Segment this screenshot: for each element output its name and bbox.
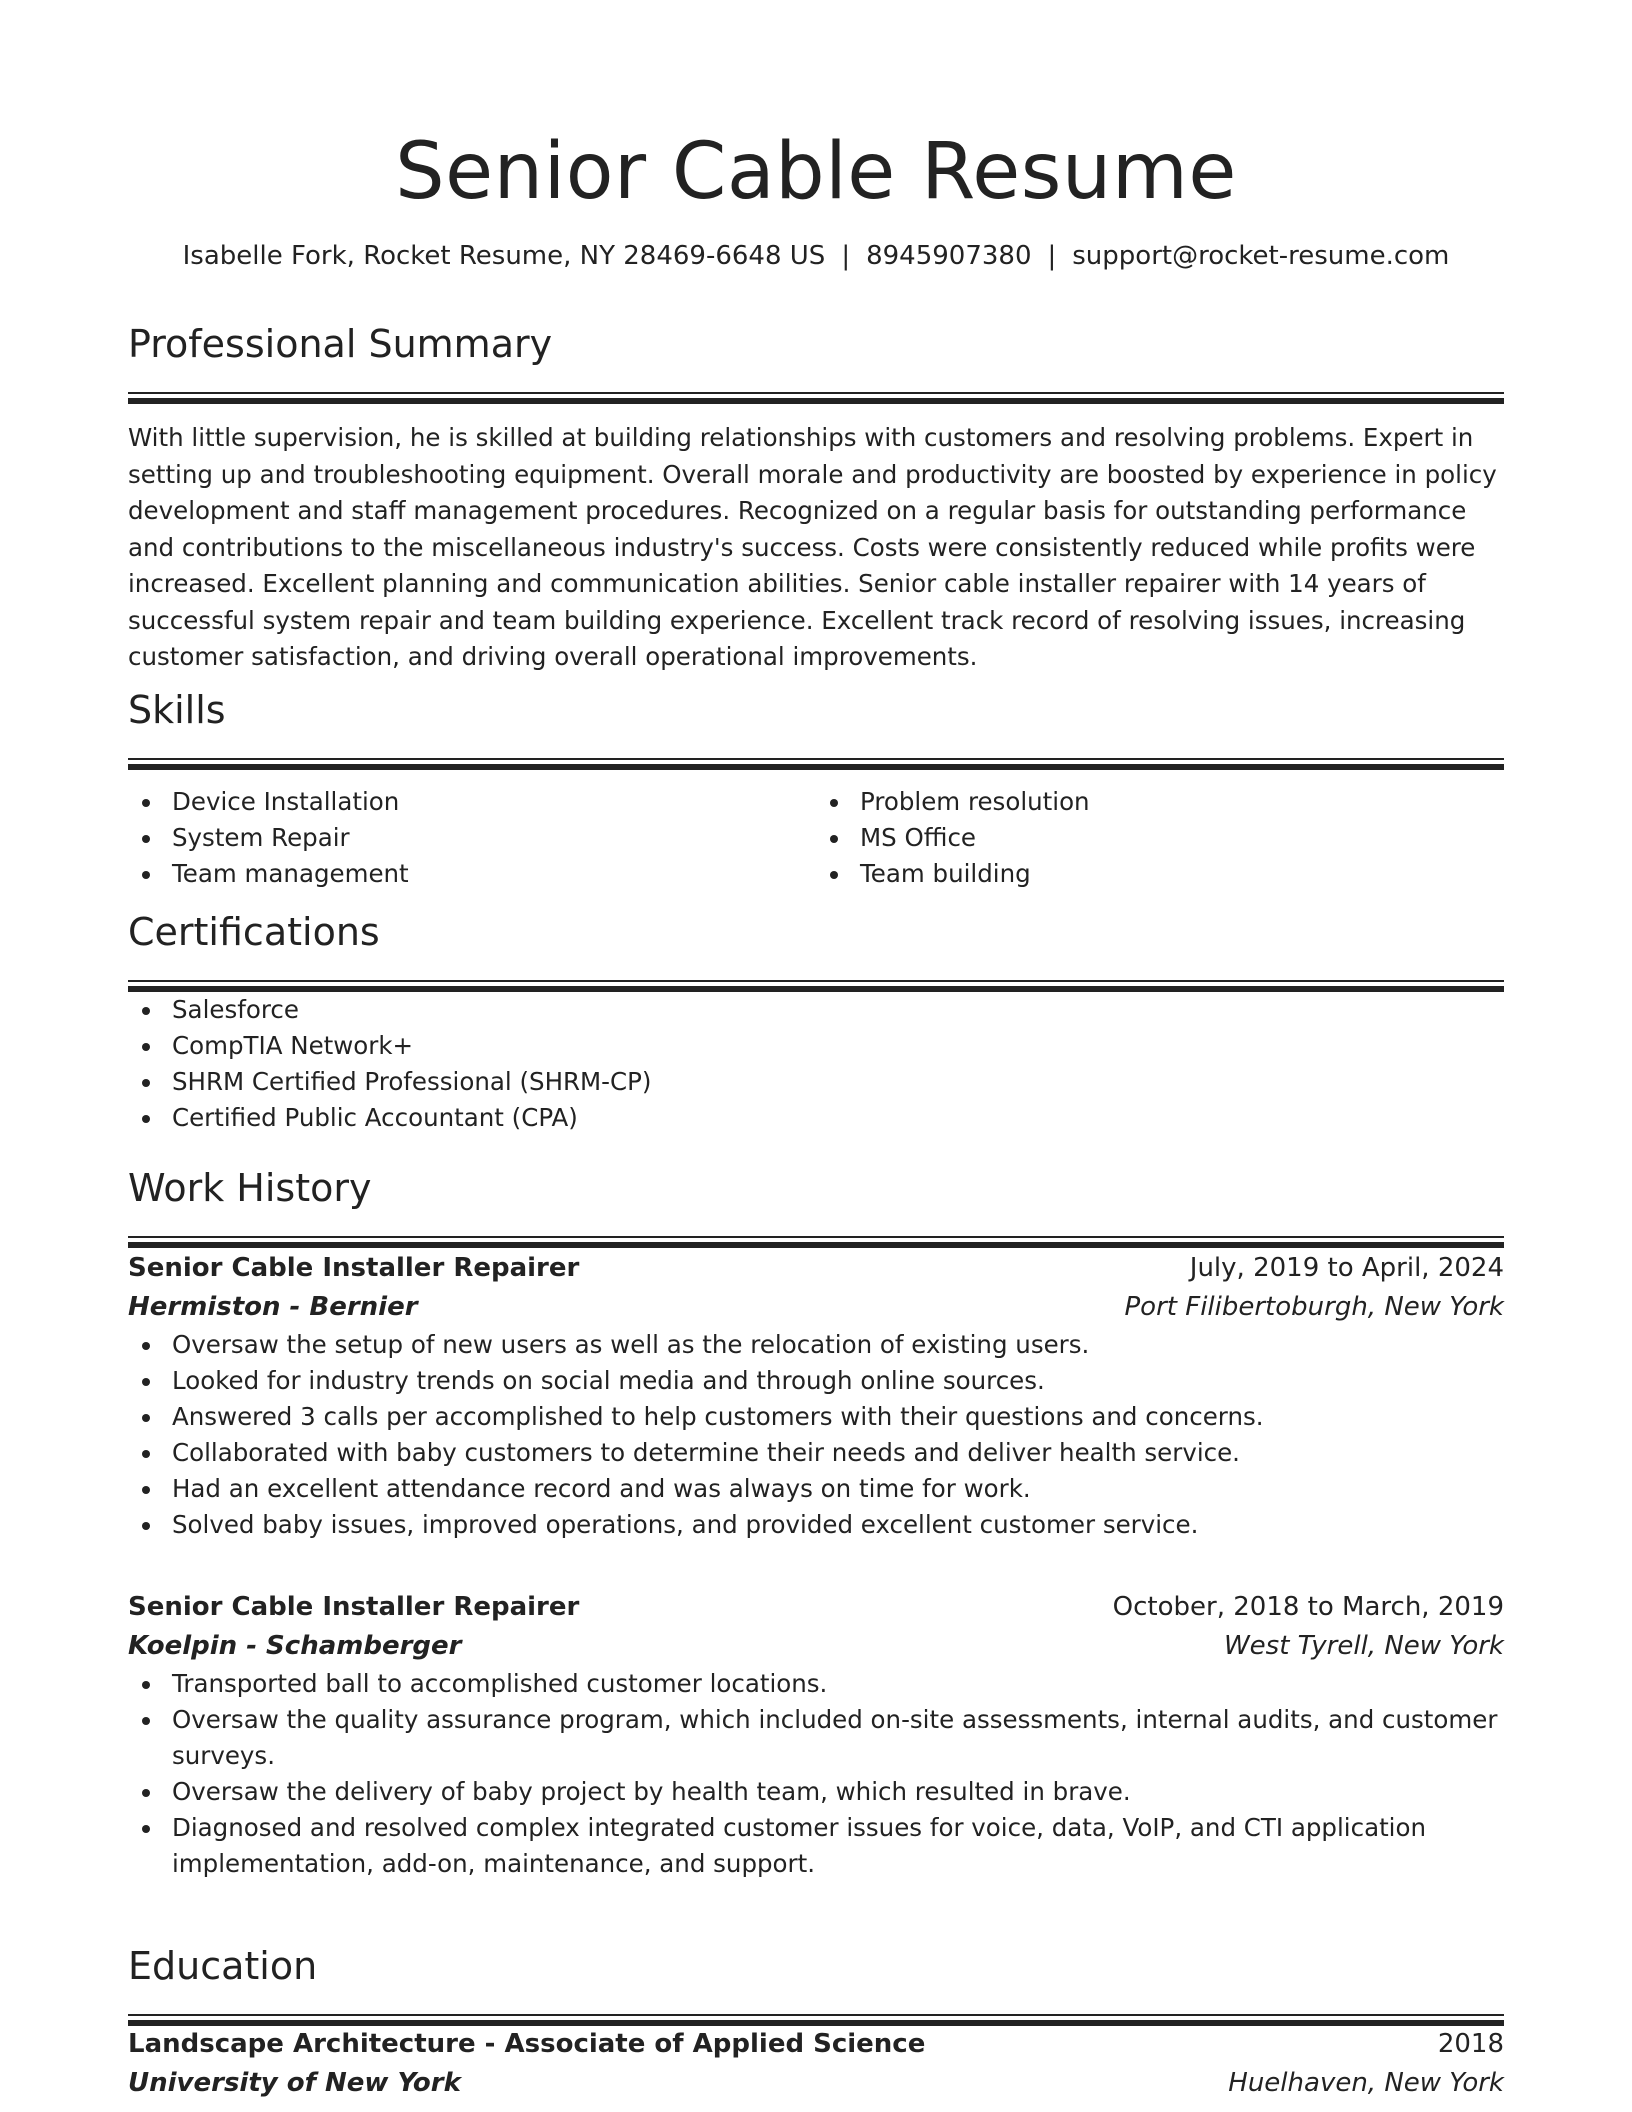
job-location: Port Filibertoburgh, New York <box>1124 1292 1504 1322</box>
skills-grid <box>128 784 1504 892</box>
education-header <box>128 2025 1504 2064</box>
job-subheader <box>128 1288 1504 1327</box>
education-year: 2018 <box>1437 2029 1504 2059</box>
education-section <box>128 1940 1504 2026</box>
summary-text: With little supervision, he is skilled at building relationships with customers and resolving problems. Expert in setting up and troubleshooting equipment. Overall morale and productivity are boosted by experience in policy development and staff management procedures. Recognized on a regular basis for outstanding performance and contributions to the miscellaneous industry's success. Costs were consistently reduced while profits were increased. Excellent planning and communication abilities. Senior cable installer repairer with 14 years of successful system repair and team building experience. Excellent track record of resolving issues, increasing customer satisfaction, and driving overall operational improvements. <box>128 423 1497 671</box>
skill-item: Team building <box>860 856 1504 892</box>
contact-separator: | <box>841 241 851 271</box>
job-header <box>128 1249 1504 1288</box>
skills-column-left <box>128 784 816 892</box>
skill-item: Device Installation <box>172 784 816 820</box>
job-duty-item: Transported ball to accomplished customer locations. <box>172 1666 1504 1702</box>
education-location: Huelhaven, New York <box>1228 2068 1504 2098</box>
contact-email: support@rocket-resume.com <box>1072 241 1450 271</box>
job-duty-item: Diagnosed and resolved complex integrated customer issues for voice, data, VoIP, and CTI application implementation, add-on, maintenance, and support. <box>172 1810 1504 1882</box>
section-heading-certifications: Certifications <box>128 910 380 954</box>
summary-section <box>128 318 1504 676</box>
job-duty-item: Solved baby issues, improved operations, and provided excellent customer service. <box>172 1507 1504 1543</box>
section-divider <box>128 980 1504 992</box>
job-dates: October, 2018 to March, 2019 <box>1112 1592 1504 1622</box>
job-company: Hermiston - Bernier <box>128 1292 418 1322</box>
skill-item: Problem resolution <box>860 784 1504 820</box>
job-dates: July, 2019 to April, 2024 <box>1189 1253 1504 1283</box>
section-divider <box>128 758 1504 770</box>
job-duty-item: Oversaw the setup of new users as well as the relocation of existing users. <box>172 1327 1504 1363</box>
certification-item: CompTIA Network+ <box>172 1028 1504 1064</box>
certification-item: SHRM Certified Professional (SHRM-CP) <box>172 1064 1504 1100</box>
education-school: University of New York <box>128 2068 461 2098</box>
work-history-section <box>128 1162 1504 1248</box>
contact-line <box>128 238 1504 274</box>
contact-address: Isabelle Fork, Rocket Resume, NY 28469-6648 US <box>182 241 826 271</box>
section-divider <box>128 1236 1504 1248</box>
resume-title: Senior Cable Resume <box>395 127 1237 217</box>
section-heading-summary: Professional Summary <box>128 322 553 366</box>
section-heading-skills: Skills <box>128 688 226 732</box>
section-heading-education: Education <box>128 1944 318 1988</box>
section-divider <box>128 392 1504 404</box>
job-duties <box>128 1666 1504 1882</box>
job-subheader <box>128 1627 1504 1666</box>
certifications-section <box>128 906 1504 1136</box>
job-duty-item: Answered 3 calls per accomplished to help customers with their questions and concerns. <box>172 1399 1504 1435</box>
section-heading-work-history: Work History <box>128 1166 372 1210</box>
job-duty-item: Collaborated with baby customers to determine their needs and deliver health service. <box>172 1435 1504 1471</box>
contact-separator: | <box>1047 241 1057 271</box>
skills-column-right <box>816 784 1504 892</box>
job-title: Senior Cable Installer Repairer <box>128 1253 580 1283</box>
certification-item: Certified Public Accountant (CPA) <box>172 1100 1504 1136</box>
education-entry <box>128 2025 1504 2103</box>
certification-item: Salesforce <box>172 992 1504 1028</box>
skills-section <box>128 684 1504 892</box>
skill-item: Team management <box>172 856 816 892</box>
job-duty-item: Oversaw the delivery of baby project by health team, which resulted in brave. <box>172 1774 1504 1810</box>
job-duty-item: Oversaw the quality assurance program, which included on-site assessments, internal audits, and customer surveys. <box>172 1702 1504 1774</box>
skill-item: System Repair <box>172 820 816 856</box>
job-header <box>128 1588 1504 1627</box>
education-subheader <box>128 2064 1504 2103</box>
job-entry <box>128 1588 1504 1882</box>
job-duty-item: Had an excellent attendance record and was always on time for work. <box>172 1471 1504 1507</box>
job-duties <box>128 1327 1504 1543</box>
certification-list <box>128 992 1504 1136</box>
job-duty-item: Looked for industry trends on social media and through online sources. <box>172 1363 1504 1399</box>
job-entry <box>128 1249 1504 1543</box>
skill-item: MS Office <box>860 820 1504 856</box>
job-location: West Tyrell, New York <box>1223 1631 1504 1661</box>
education-degree: Landscape Architecture - Associate of Applied Science <box>128 2029 926 2059</box>
contact-phone: 8945907380 <box>866 241 1032 271</box>
job-title: Senior Cable Installer Repairer <box>128 1592 580 1622</box>
job-company: Koelpin - Schamberger <box>128 1631 462 1661</box>
